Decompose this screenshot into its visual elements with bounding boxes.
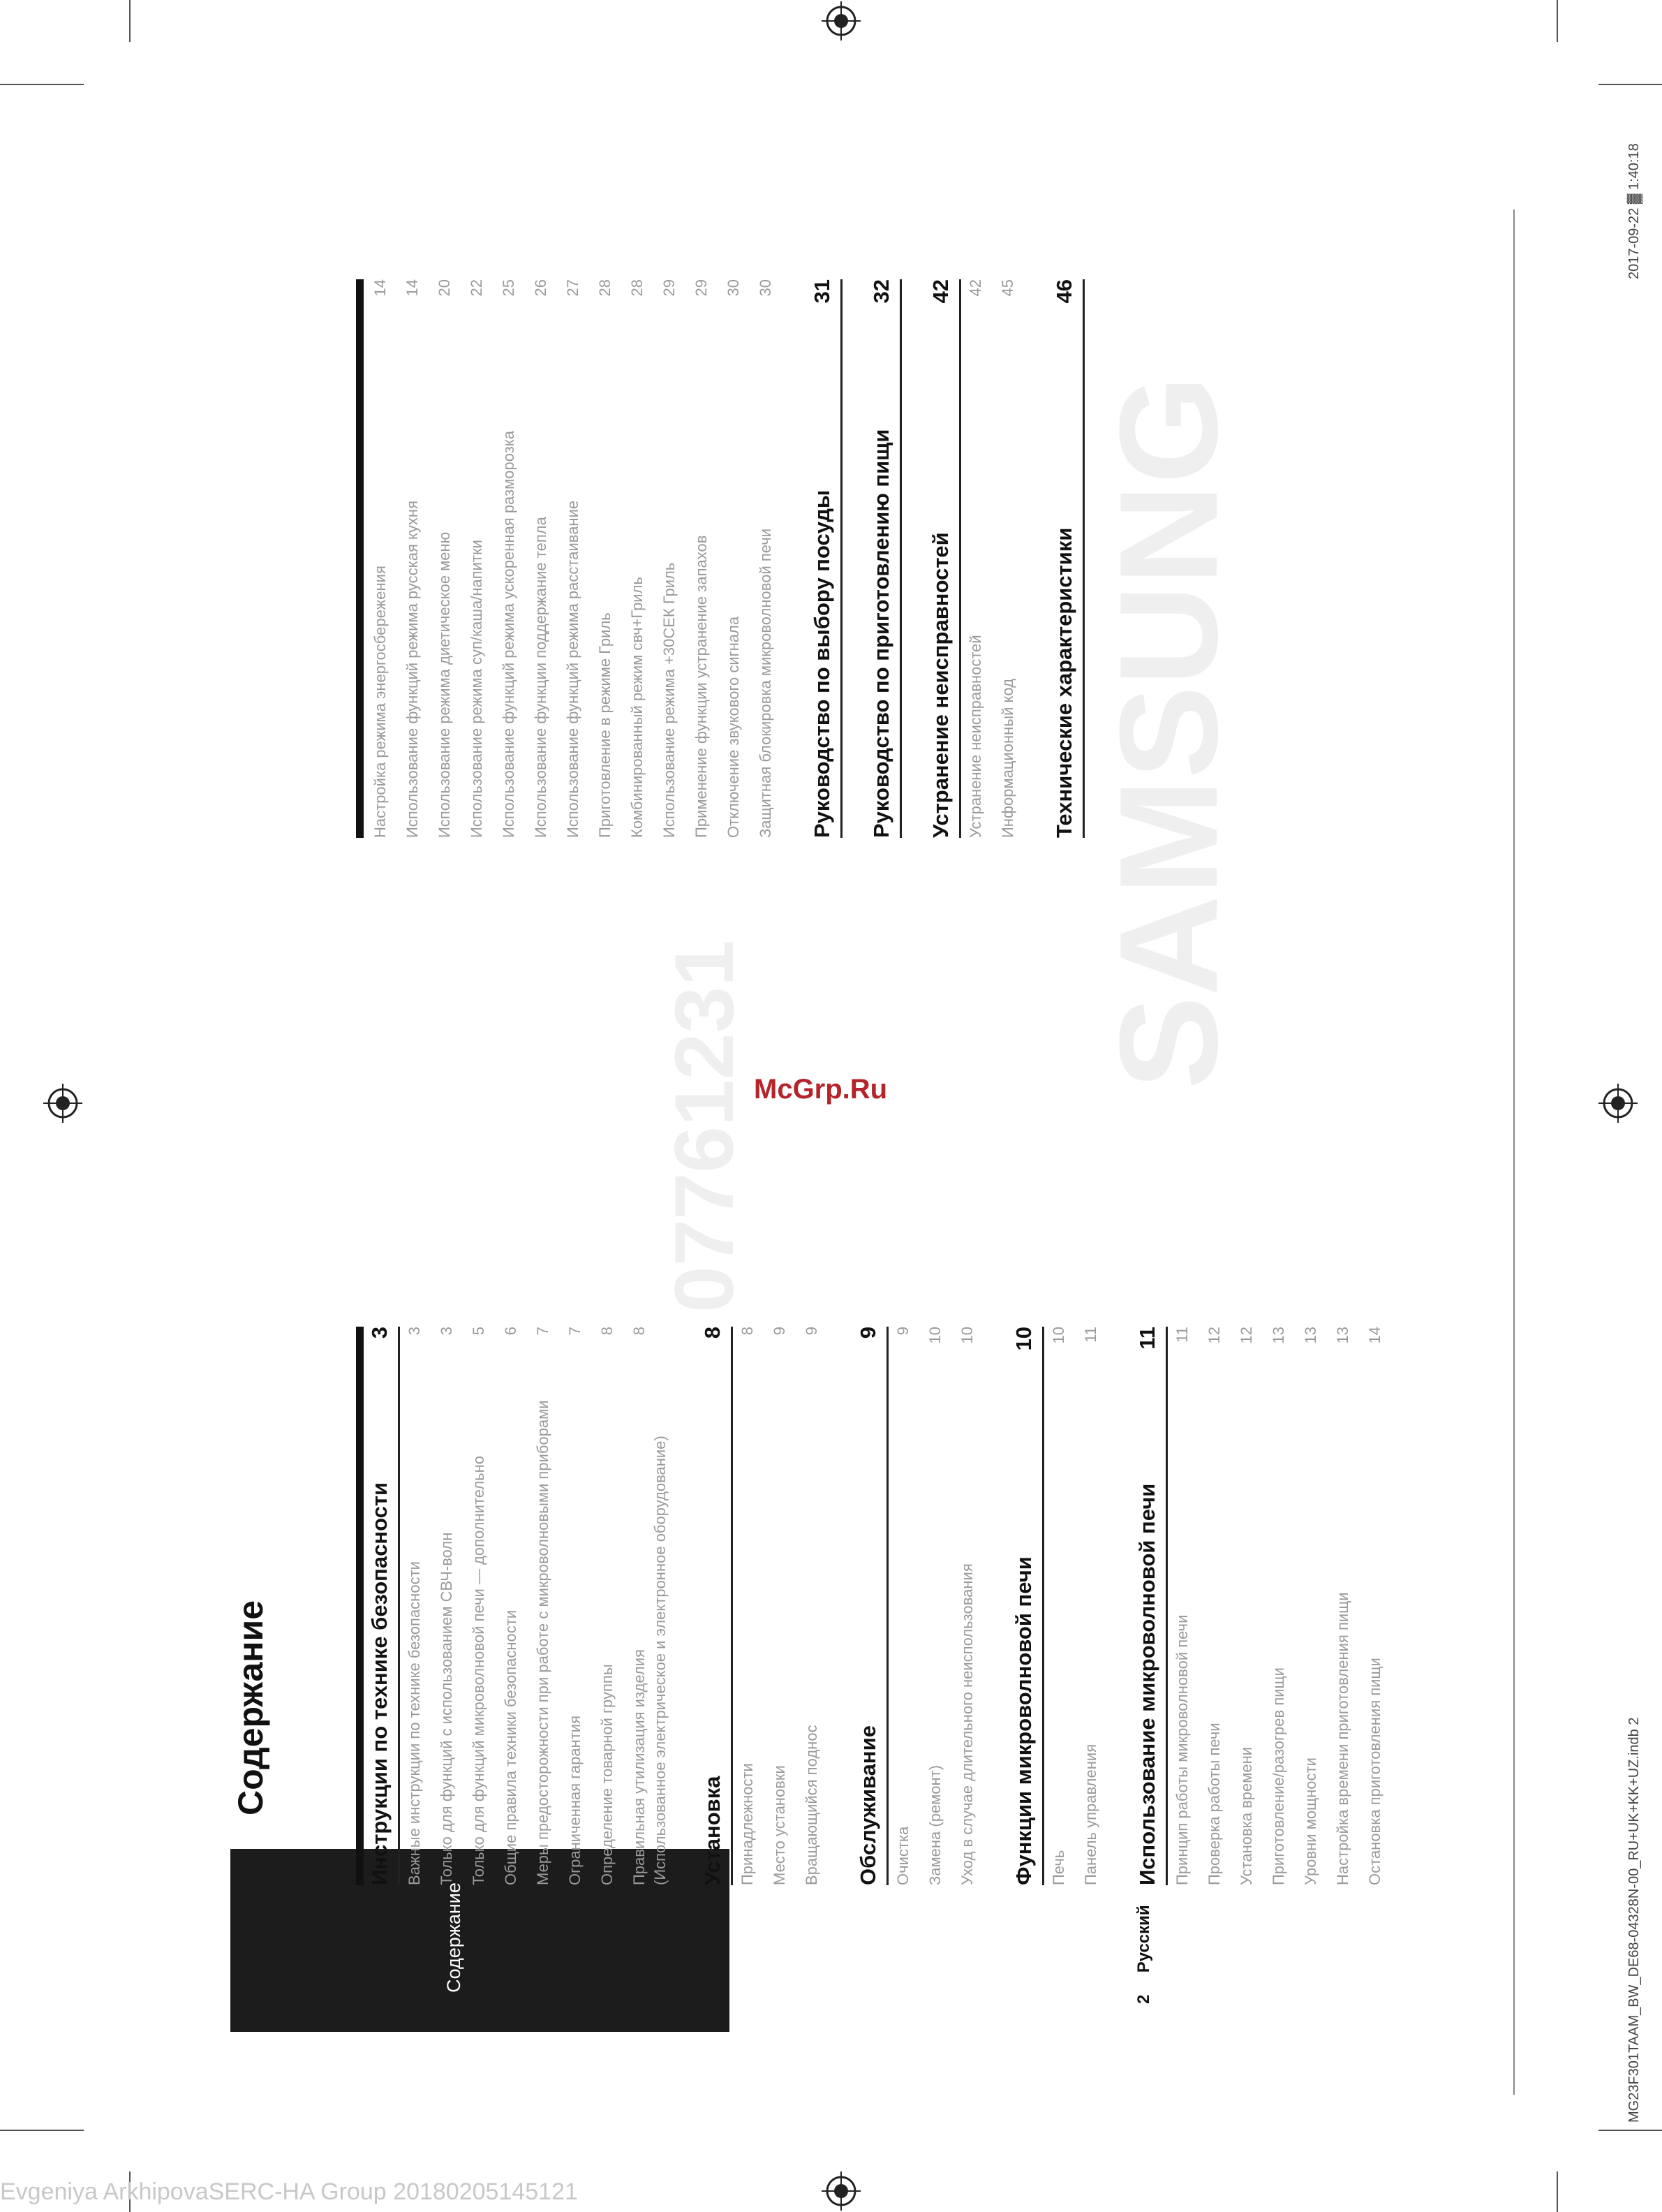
section-heading[interactable] [689,1327,731,1885]
section-page-number: 32 [869,279,893,304]
toc-entry-label: Комбинированный режим свч+Гриль [628,577,646,838]
toc-entry-page: 12 [1205,1327,1223,1344]
toc-entry[interactable] [430,279,462,838]
toc-entry-page: 27 [564,279,581,297]
site-watermark: McGrp.Ru [754,1074,888,1105]
toc-entry-label: Меры предосторожности при работе с микроволновыми приборами [534,1400,551,1885]
toc-entry-page: 30 [725,279,742,297]
toc-entry-label: Место установки [771,1765,788,1885]
toc-entry-page: 13 [1270,1327,1287,1344]
toc-entry[interactable] [496,1327,528,1885]
toc-entry[interactable] [751,279,783,838]
toc-entry[interactable] [1264,1327,1296,1885]
section-page-number: 46 [1052,279,1076,304]
toc-entry-label: Настройка режима энергосбережения [371,566,389,838]
toc-entry[interactable] [687,279,719,838]
section-heading[interactable] [1124,1327,1166,1885]
toc-entry-label: Важные инструкции по технике безопасности [406,1561,423,1885]
side-print-file: MG23F301TAAM_BW_DE68-04328N-00_RU+UK+KK+UZ.indb 2 [1626,1717,1642,2123]
toc-entry[interactable] [366,279,398,838]
toc-entry[interactable] [398,279,430,838]
toc-entry-label: Использование функции поддержание тепла [532,517,549,838]
toc-entry-page: 14 [403,279,421,297]
toc-entry[interactable] [953,1327,985,1885]
crop-mark [0,84,84,85]
toc-entry-label: Общие правила техники безопасности [502,1609,519,1885]
toc-entry-label: Использование режима суп/каша/напитки [468,540,485,838]
toc-entry-label: Принадлежности [739,1763,756,1885]
registration-mark-icon [822,1,861,40]
section-title: Функции микроволновой печи [1011,1556,1036,1885]
toc-entry[interactable] [889,1327,921,1885]
toc-entry-label: Приготовление/разогрев пищи [1270,1667,1287,1885]
toc-entry-page: 7 [566,1327,584,1336]
crop-mark [1598,2130,1662,2131]
toc-entry-label: Панель управления [1082,1743,1099,1885]
toc-entry-label: Использование режима +30СЕК Гриль [660,562,678,838]
section-heading[interactable] [356,1327,398,1885]
toc-entry-page: 14 [371,279,389,297]
separator-line [1513,209,1515,2095]
toc-entry[interactable] [528,1327,561,1885]
toc-entry-label: Приготовление в режиме Гриль [596,612,614,838]
section-title: Руководство по выбору посуды [810,489,834,838]
toc-entry[interactable] [961,279,993,838]
toc-entry-page: 45 [999,279,1016,297]
toc-entry-page: 8 [739,1327,756,1336]
section-title: Технические характеристики [1052,527,1076,838]
toc-entry-label: Печь [1050,1850,1067,1885]
section-tab-label: Содержание [443,1882,464,1993]
toc-entry-page: 29 [660,279,678,297]
toc-entry[interactable] [623,279,655,838]
toc-entry[interactable] [1296,1327,1328,1885]
side-print-date: 2017-09-22 ▓ 1:40:18 [1626,143,1642,279]
toc-entry-page: 8 [630,1327,648,1336]
section-title: Установка [700,1776,725,1885]
section-page-number: 8 [700,1327,725,1339]
toc-entry-label: Только для функций с использованием СВЧ-волн [438,1532,455,1885]
registration-mark-icon [1598,1084,1638,1123]
crop-mark [129,0,131,42]
section-page-number: 10 [1011,1327,1036,1351]
toc-entry-page: 5 [470,1327,487,1336]
section-page-number: 31 [810,279,834,304]
page-title: Содержание [231,1600,270,1815]
toc-entry-page: 3 [406,1327,423,1336]
toc-entry-page: 42 [967,279,984,297]
section-page-number: 3 [367,1327,392,1339]
toc-entry[interactable] [1360,1327,1393,1885]
toc-entry-label: Очистка [894,1826,912,1885]
footer-stamp: Evgeniya ArkhipovaSERC-HA Group 20180205145121 [0,2178,578,2205]
toc-entry[interactable] [993,279,1025,838]
section-title: Использование микроволновой печи [1135,1483,1159,1885]
brand-watermark: SAMSUNG [1091,375,1247,1089]
toc-entry[interactable] [1168,1327,1200,1885]
section-title: Обслуживание [856,1725,880,1885]
toc-entry-label: Защитная блокировка микроволновой печи [757,528,774,838]
toc-entry-page: 7 [534,1327,551,1336]
toc-entry-label: Только для функций микроволновой печи — дополнительно [470,1455,487,1885]
toc-entry-page: 6 [502,1327,519,1336]
toc-page [209,168,1383,2011]
toc-entry[interactable] [1200,1327,1232,1885]
toc-entry[interactable] [462,279,494,838]
toc-entry[interactable] [1232,1327,1264,1885]
registration-mark-icon [43,1084,82,1123]
toc-entry[interactable] [733,1327,765,1885]
section-heading[interactable] [845,1327,886,1885]
section-heading[interactable] [799,279,840,838]
section-heading[interactable] [1041,279,1083,838]
toc-entry[interactable] [591,279,623,838]
section-page-number: 42 [928,279,953,304]
toc-entry-label: Уход в случае длительного неиспользования [958,1563,976,1885]
toc-entry[interactable] [1328,1327,1360,1885]
toc-entry-label: Настройка времени приготовления пищи [1334,1592,1351,1885]
toc-entry-page: 9 [771,1327,788,1336]
toc-entry-label: Использование функций режима русская кухня [403,501,421,838]
toc-entry-label: Принцип работы микроволновой печи [1173,1614,1191,1885]
toc-entry[interactable] [494,279,526,838]
crop-mark [1557,0,1558,42]
toc-entry-label: Определение товарной группы [598,1664,616,1885]
toc-entry-label: Использование режима диетическое меню [436,531,453,838]
toc-entry-page: 28 [628,279,646,297]
toc-entry-label: Замена (ремонт) [926,1764,944,1885]
toc-entry-label: Проверка работы печи [1205,1723,1223,1885]
footer-page-number [1134,1905,1154,2004]
toc-entry[interactable] [765,1327,797,1885]
toc-entry-page: 12 [1238,1327,1255,1344]
toc-entry[interactable] [719,279,751,838]
toc-entry[interactable] [797,1327,829,1885]
toc-entry-label: Устранение неисправностей [967,635,984,838]
toc-entry-label: Использование функций режима расстаивание [564,500,581,838]
toc-entry-label: Информационный код [999,679,1016,838]
toc-entry[interactable] [625,1327,674,1885]
section-heading[interactable] [917,279,959,838]
toc-entry-page: 28 [596,279,614,297]
toc-entry[interactable] [558,279,591,838]
section-title: Устранение неисправностей [928,532,953,838]
toc-entry-page: 30 [757,279,774,297]
toc-entry[interactable] [526,279,558,838]
toc-entry[interactable] [1044,1327,1076,1885]
toc-entry-page: 20 [436,279,453,297]
registration-mark-icon [822,2172,861,2211]
toc-entry[interactable] [655,279,687,838]
toc-entry-page: 22 [468,279,485,297]
toc-entry[interactable] [1076,1327,1108,1885]
footer-page-num: 2 [1134,1994,1153,2004]
section-title: Руководство по приготовлению пищи [869,429,893,838]
toc-entry-label: Использование функций режима ускоренная разморозка [500,430,517,838]
toc-entry-page: 11 [1173,1327,1191,1343]
toc-entry-page: 10 [958,1327,976,1344]
toc-entry-page: 10 [926,1327,944,1344]
section-heading[interactable] [1000,1327,1042,1885]
toc-entry-label: Ограниченная гарантия [566,1716,584,1885]
toc-entry-page: 13 [1302,1327,1319,1344]
toc-entry[interactable] [400,1327,432,1885]
toc-entry-page: 11 [1082,1327,1099,1343]
toc-entry-page: 9 [803,1327,820,1336]
section-heading[interactable] [858,279,900,838]
section-page-number: 11 [1135,1327,1159,1350]
toc-entry-label: Вращающийся поднос [803,1725,820,1885]
toc-entry-label: Остановка приготовления пищи [1366,1658,1383,1885]
toc-entry-page: 14 [1366,1327,1383,1344]
toc-entry[interactable] [921,1327,953,1885]
section-page-number: 9 [856,1327,880,1339]
toc-entry[interactable] [593,1327,625,1885]
toc-entry-label-line2: (Использованное электрическое и электронное оборудование) [651,1436,669,1885]
crop-mark [1557,2172,1558,2212]
toc-entry[interactable] [432,1327,464,1885]
toc-entry-label: Установка времени [1238,1746,1255,1885]
footer-language: Русский [1134,1905,1153,1973]
toc-entry[interactable] [561,1327,593,1885]
serial-watermark: 07761231 [658,940,751,1313]
toc-entry-label: Правильная утилизация изделия [630,1649,648,1885]
toc-entry-page: 3 [438,1327,455,1336]
toc-entry-label: Применение функции устранение запахов [692,535,710,838]
toc-entry[interactable] [464,1327,496,1885]
toc-entry-page: 25 [500,279,517,297]
toc-entry-label: Уровни мощности [1302,1757,1319,1885]
crop-mark [1598,84,1662,85]
section-title: Инструкции по технике безопасности [367,1482,392,1885]
toc-entry-page: 10 [1050,1327,1067,1344]
toc-entry-label: Отключение звукового сигнала [725,616,742,838]
toc-entry-page: 13 [1334,1327,1351,1344]
crop-mark [0,2130,84,2131]
toc-entry-page: 8 [598,1327,616,1336]
toc-entry-page: 29 [692,279,710,297]
toc-entry-page: 26 [532,279,549,297]
toc-entry-page: 9 [894,1327,912,1336]
